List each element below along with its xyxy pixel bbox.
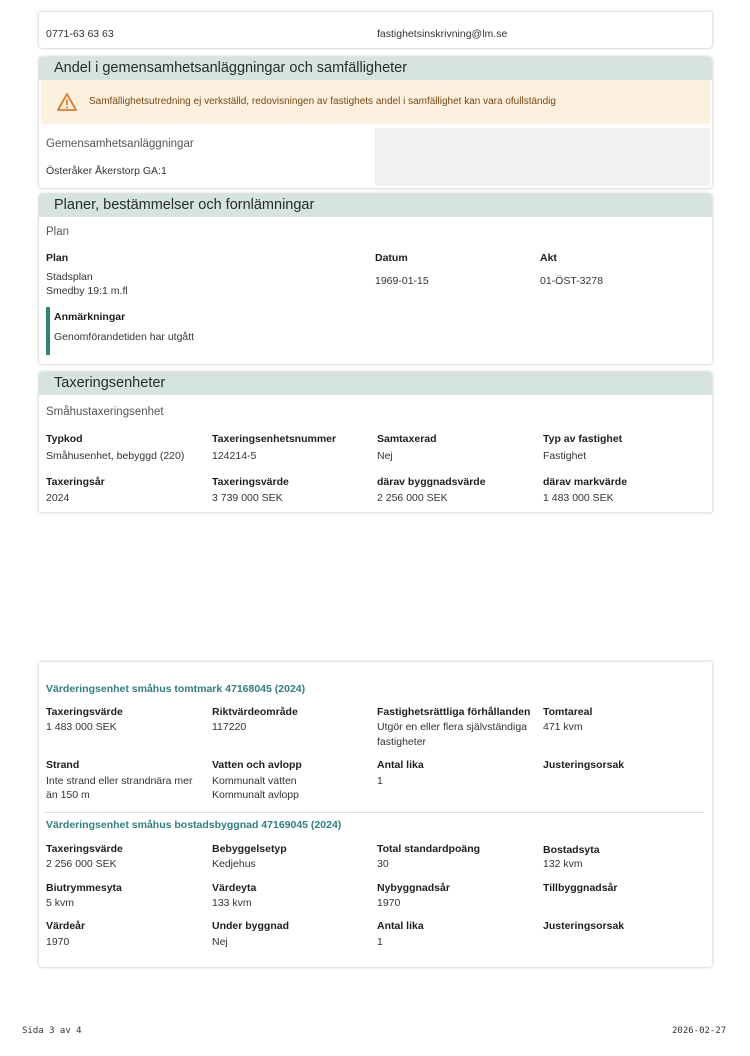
planer-header: Planer, bestämmelser och fornlämningar (39, 194, 712, 217)
samtaxerad-value: Nej (377, 450, 393, 462)
typ-av-fastighet-label: Typ av fastighet (543, 433, 623, 445)
samfalligheter-header: Andel i gemensamhetsanläggningar och samfälligheter (39, 57, 712, 80)
note-accent-bar (46, 307, 50, 355)
bost-justeringsorsak-label: Justeringsorsak (543, 920, 625, 932)
taxeringsvarde-label: Taxeringsvärde (212, 476, 289, 488)
taxeringsar-value: 2024 (46, 492, 70, 504)
footer-page-number: Sida 3 av 4 (22, 1026, 82, 1036)
strand-line2: än 150 m (46, 789, 90, 801)
riktvardeomrade-label: Riktvärdeområde (212, 706, 298, 718)
bost-antal-lika-value: 1 (377, 936, 383, 948)
samtaxerad-label: Samtaxerad (377, 433, 437, 445)
markvarde-label: därav markvärde (543, 476, 628, 488)
bost-antal-lika-label: Antal lika (377, 920, 424, 932)
bost-taxeringsvarde-label: Taxeringsvärde (46, 843, 123, 855)
bebyggelsetyp-label: Bebyggelsetyp (212, 843, 287, 855)
tomtareal-label: Tomtareal (543, 706, 593, 718)
tomt-taxeringsvarde-value: 1 483 000 SEK (46, 721, 117, 733)
anm-text: Genomförandetiden har utgått (54, 331, 195, 343)
taxeringsenhetsnummer-label: Taxeringsenhetsnummer (212, 433, 337, 445)
tomt-antal-lika-label: Antal lika (377, 759, 424, 771)
standardpoang-value: 30 (377, 858, 389, 870)
typkod-value: Småhusenhet, bebyggd (220) (46, 450, 185, 462)
tomt-antal-lika-value: 1 (377, 775, 383, 787)
tomtareal-value: 471 kvm (543, 721, 583, 733)
tomt-taxeringsvarde-label: Taxeringsvärde (46, 706, 123, 718)
vatten-line1: Kommunalt vatten (212, 775, 297, 787)
riktvardeomrade-value: 117220 (212, 721, 247, 733)
vardear-label: Värdeår (46, 920, 86, 932)
contact-card (39, 12, 712, 48)
taxering-subheader: Småhustaxeringsenhet (46, 406, 164, 418)
plan-line1: Stadsplan (46, 271, 93, 283)
vardering-divider (44, 812, 704, 813)
taxeringsvarde-value: 3 739 000 SEK (212, 492, 283, 504)
biutrymmesyta-value: 5 kvm (46, 897, 75, 909)
fastighetsrattsliga-line2: fastigheter (377, 736, 427, 748)
plan-line2: Smedby 19:1 m.fl (46, 285, 128, 297)
col-datum: Datum (375, 252, 408, 264)
fastighetsrattsliga-line1: Utgör en eller flera självständiga (377, 721, 527, 733)
byggnadsvarde-label: därav byggnadsvärde (377, 476, 486, 488)
warning-icon (57, 93, 77, 111)
bostadsyta-label: Bostadsyta (543, 844, 600, 856)
byggnadsvarde-value: 2 256 000 SEK (377, 492, 448, 504)
under-byggnad-label: Under byggnad (212, 920, 290, 932)
contact-email: fastighetsinskrivning@lm.se (377, 28, 508, 40)
standardpoang-label: Total standardpoäng (377, 843, 481, 855)
bostadsbyggnad-title: Värderingsenhet småhus bostadsbyggnad 47169045 (2024) (46, 819, 342, 831)
samfalligheter-empty-panel (375, 128, 710, 186)
biutrymmesyta-label: Biutrymmesyta (46, 882, 122, 894)
contact-phone: 0771-63 63 63 (46, 28, 114, 40)
warning-banner (41, 80, 710, 124)
typ-av-fastighet-value: Fastighet (543, 450, 587, 462)
under-byggnad-value: Nej (212, 936, 228, 948)
vardeyta-label: Värdeyta (212, 882, 257, 894)
planer-subheader: Plan (46, 226, 70, 238)
markvarde-value: 1 483 000 SEK (543, 492, 614, 504)
nybyggnadsar-label: Nybyggnadsår (377, 882, 450, 894)
tillbyggnadsar-label: Tillbyggnadsår (543, 882, 618, 894)
col-plan: Plan (46, 252, 69, 264)
plan-datum: 1969-01-15 (375, 275, 429, 287)
typkod-label: Typkod (46, 433, 83, 445)
samfalligheter-subheader: Gemensamhetsanläggningar (46, 138, 194, 150)
tomt-justeringsorsak-label: Justeringsorsak (543, 759, 625, 771)
vardeyta-value: 133 kvm (212, 897, 252, 909)
nybyggnadsar-value: 1970 (377, 897, 401, 909)
plan-akt: 01-ÖST-3278 (540, 275, 604, 287)
vardear-value: 1970 (46, 936, 70, 948)
samfalligheter-item: Österåker Åkerstorp GA:1 (46, 165, 167, 177)
bost-taxeringsvarde-value: 2 256 000 SEK (46, 858, 117, 870)
taxeringsar-label: Taxeringsår (46, 476, 105, 488)
tomtmark-title: Värderingsenhet småhus tomtmark 47168045 (2024) (46, 683, 306, 695)
warning-text: Samfällighetsutredning ej verkställd, redovisningen av fastighets andel i samfällighet kan vara ofullständig (89, 96, 556, 107)
footer-date: 2026-02-27 (672, 1026, 727, 1036)
taxeringsenhetsnummer-value: 124214-5 (212, 450, 257, 462)
strand-line1: Inte strand eller strandnära mer (46, 775, 193, 787)
vatten-line2: Kommunalt avlopp (212, 789, 299, 801)
bebyggelsetyp-value: Kedjehus (212, 858, 256, 870)
bostadsyta-value: 132 kvm (543, 858, 583, 870)
taxering-header: Taxeringsenheter (39, 372, 712, 395)
strand-label: Strand (46, 759, 80, 771)
col-akt: Akt (540, 252, 557, 264)
fastighetsrattsliga-label: Fastighetsrättliga förhållanden (377, 706, 531, 718)
vatten-avlopp-label: Vatten och avlopp (212, 759, 302, 771)
anm-label: Anmärkningar (54, 311, 126, 323)
